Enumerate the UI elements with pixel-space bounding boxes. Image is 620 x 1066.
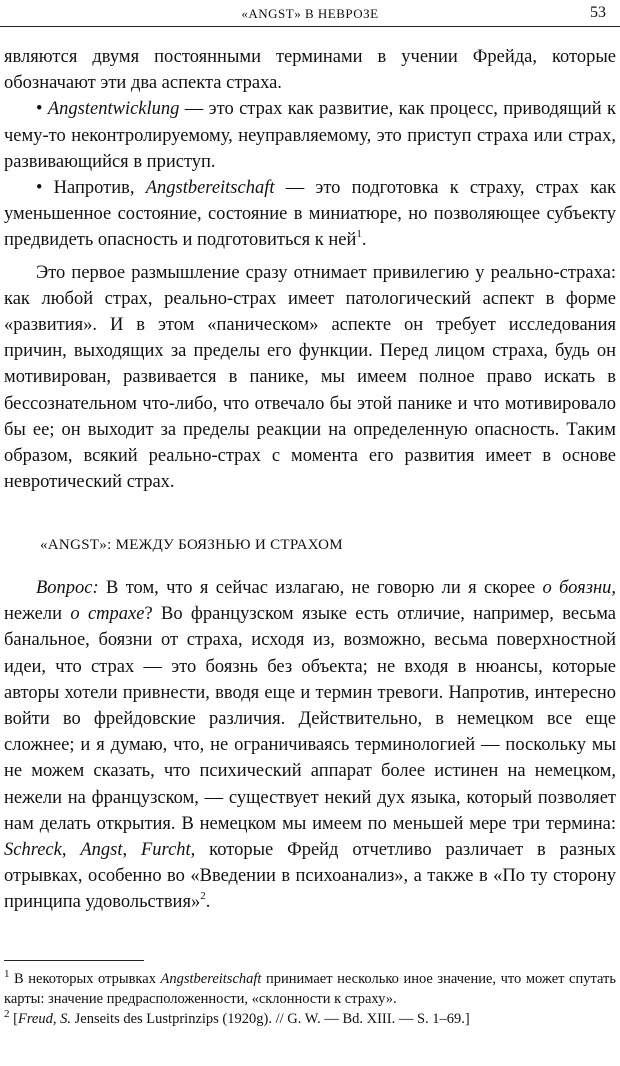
header-rule [0,26,620,27]
footnote-2-author: Freud, S. [17,1011,71,1027]
term-boyazn: о боязни [542,578,612,598]
paragraph-4: Это первое размышление сразу отнимает привилегию у реально-страха: как любой страх, реально-страх имеет патологический аспект в форме «развития». И в этом «паническом» аспекте он требует исследования причин, выходящих за пределы его функции. Перед лицом страха, будь он мотивирован, развивается в панике, мы имеем полное право искать в бессознательном что-либо, что отвечало бы этой панике и что мотивировало бы ее; он выходит за пределы реакции на определенную опасность. Таким образом, всякий реально-страх с момента его развития имеет в основе невротический страх. [4,262,616,493]
footnote-2 [4,1009,616,1029]
term-strah: о страхе [70,604,145,625]
footnote-rule [4,960,144,961]
main-text [4,44,616,495]
footnotes [4,969,616,1029]
footnote-1-text-1: В некоторых отрывках [9,971,161,987]
term-furcht: Furcht [141,840,191,861]
paragraph-1: являются двумя постоянными терминами в учении Фрейда, которые обозначают эти два аспекта страха. [4,47,616,94]
running-header [0,2,620,24]
footnote-2-number: 2 [4,1008,10,1021]
paragraph-3-end: . [361,230,367,251]
bullet: • [36,99,43,120]
term-angstentwicklung: Angstentwicklung [47,99,180,120]
running-title: «ANGST» В НЕВРОЗЕ [241,6,379,21]
paragraph-3 [4,175,616,254]
term-angstbereitschaft: Angstbereitschaft [145,178,275,199]
footnote-1 [4,969,616,1009]
section-heading: «ANGST»: МЕЖДУ БОЯЗНЬЮ И СТРАХОМ [40,537,343,553]
paragraph-2-text: — это страх как развитие, как процесс, приводящий к чему-то неконтролируемому, неуправляемому, это приступ страха или страх, развивающийся в приступ. [4,99,616,172]
footnote-1-term: Angstbereitschaft [160,971,262,987]
bullet: • [36,178,43,199]
paragraph-5-text-1: В том, что я сейчас излагаю, не говорю ли я скорее [98,578,543,598]
comma: , [61,840,81,861]
footnote-2-text-2: Jenseits des Lustprinzips (1920g). // G. W. — Bd. XIII. — S. 1–69.] [71,1011,470,1027]
footnote-1-number: 1 [4,968,10,981]
paragraph-3-text: — это подготовка к страху, страх как уменьшенное состояние, состояние в миниатюре, но позволяющее субъекту предвидеть опасность и подготовиться к ней [4,178,616,251]
term-schreck: Schreck [4,840,62,861]
paragraph-5-text-3: ? Во французском языке есть отличие, например, весьма банальное, боязни от страха, исходя из, возможно, весьма поверхностной идеи, что страх — это боязнь без объекта; не входя в нюансы, которые авторы хотели привнести, вводя еще и термин тревоги. Напротив, интересно войти во фрейдовские различия. Действительно, в немецком все еще сложнее; и я думаю, что, не ограничиваясь терминологией — поскольку мы не можем сказать, что психический аппарат более истинен на немецком, нежели на французском, — существует некий дух языка, который позволяет нам делать открытия. В немецком мы имеем по меньшей мере три термина: [4,604,616,834]
term-angst: Angst [80,840,123,861]
footnote-ref-2[interactable]: 2 [200,890,206,903]
footnote-2-text-1: [ [9,1011,18,1027]
question-label: Вопрос: [36,578,99,598]
footnote-ref-1[interactable]: 1 [356,228,362,241]
paragraph-3-lead: Напротив, [42,178,146,199]
page-number: 53 [590,4,606,21]
comma: , [122,840,141,861]
paragraph-2 [4,96,616,175]
section-text [4,575,616,916]
footnote-1-text-2: принимает несколько иное значение, что может спутать карты: значение предрасположенности, «склонности к страху». [4,971,616,1007]
paragraph-5-text-2: , нежели [4,578,616,625]
paragraph-5 [4,575,616,916]
paragraph-5-text-4: , которые Фрейд отчетливо различает в разных отрывках, особенно во «Введении в психоанализ», а также в «По ту сторону принципа удовольствия» [4,840,616,913]
paragraph-5-end: . [205,892,211,913]
